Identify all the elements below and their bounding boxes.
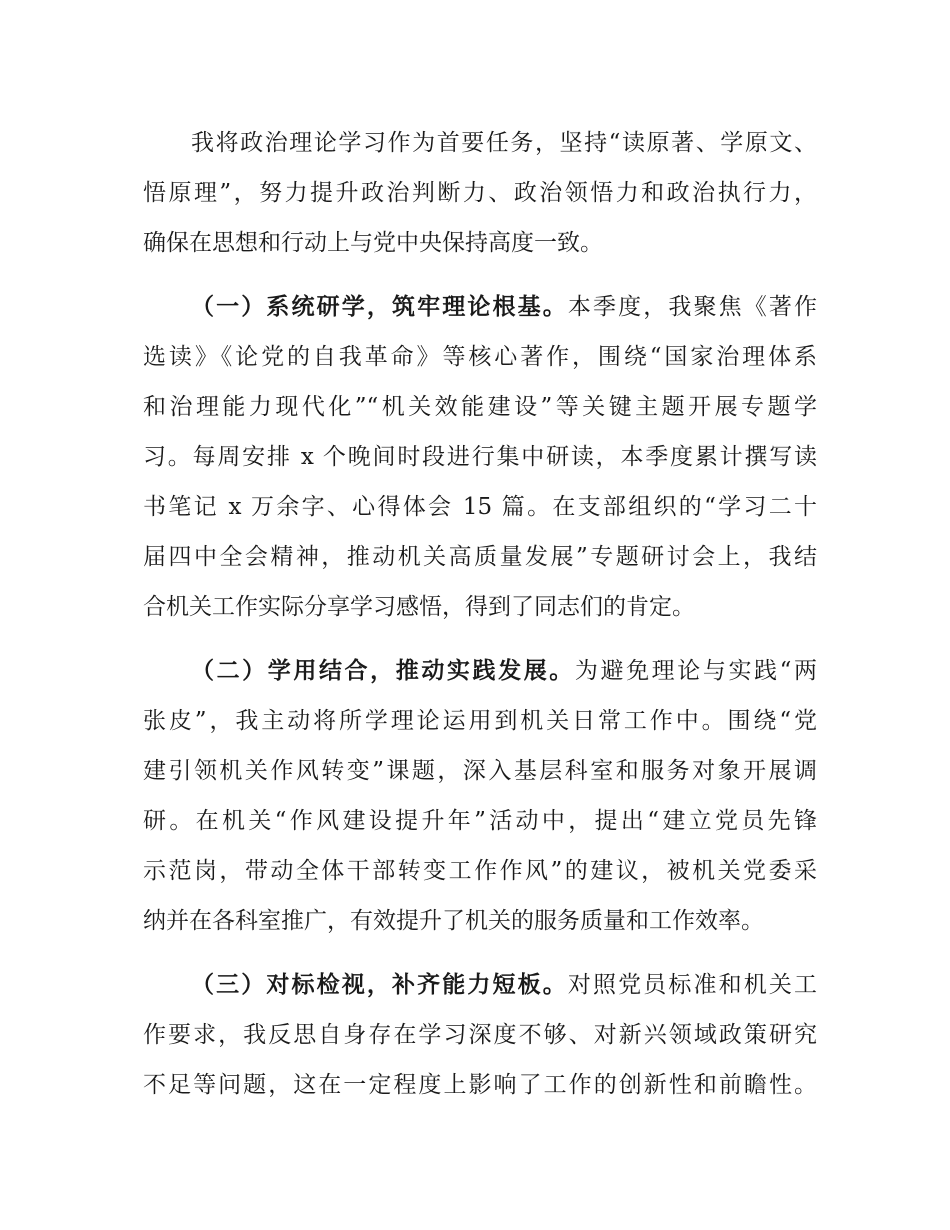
section-heading: （一）系统研学，筑牢理论根基。 bbox=[191, 294, 568, 320]
text-line bbox=[143, 968, 817, 1018]
text-line: 习。每周安排 x 个晚间时段进行集中研读，本季度累计撰写读 bbox=[143, 444, 817, 470]
text-line: 研。在机关“作风建设提升年”活动中，提出“建立党员先锋 bbox=[143, 808, 817, 834]
text-run: 为避免理论与实践“两 bbox=[574, 658, 818, 684]
section-3-paragraph bbox=[143, 968, 817, 1118]
section-heading: （二）学用结合，推动实践发展。 bbox=[191, 658, 575, 684]
text-line: 届四中全会精神，推动机关高质量发展”专题研讨会上，我结 bbox=[143, 544, 817, 570]
text-run: 对照党员标准和机关工 bbox=[567, 972, 817, 998]
text-line: 选读》《论党的自我革命》等核心著作，围绕“国家治理体系 bbox=[143, 344, 817, 370]
document-page bbox=[143, 126, 817, 1132]
text-line bbox=[143, 654, 817, 704]
section-1-paragraph bbox=[143, 290, 817, 640]
text-line: 和治理能力现代化”“机关效能建设”等关键主题开展专题学 bbox=[143, 394, 817, 420]
section-heading: （三）对标检视，补齐能力短板。 bbox=[191, 972, 568, 998]
text-line bbox=[143, 290, 817, 340]
text-line: 书笔记 x 万余字、心得体会 15 篇。在支部组织的“学习二十 bbox=[143, 494, 817, 520]
section-2-paragraph bbox=[143, 654, 817, 954]
text-line: 确保在思想和行动上与党中央保持高度一致。 bbox=[143, 230, 603, 256]
text-line: 示范岗，带动全体干部转变工作作风”的建议，被机关党委采 bbox=[143, 858, 817, 884]
text-line: 不足等问题，这在一定程度上影响了工作的创新性和前瞻性。 bbox=[143, 1072, 817, 1098]
intro-paragraph bbox=[143, 126, 817, 276]
text-line: 我将政治理论学习作为首要任务，坚持“读原著、学原文、 bbox=[191, 130, 817, 156]
text-run: 本季度，我聚焦《著作 bbox=[567, 294, 817, 320]
text-line: 纳并在各科室推广，有效提升了机关的服务质量和工作效率。 bbox=[143, 908, 764, 934]
text-line: 张皮”，我主动将所学理论运用到机关日常工作中。围绕“党 bbox=[143, 708, 817, 734]
text-line: 合机关工作实际分享学习感悟，得到了同志们的肯定。 bbox=[143, 594, 695, 620]
text-line: 作要求，我反思自身存在学习深度不够、对新兴领域政策研究 bbox=[143, 1022, 817, 1048]
text-line: 悟原理”，努力提升政治判断力、政治领悟力和政治执行力， bbox=[143, 180, 817, 206]
text-line: 建引领机关作风转变”课题，深入基层科室和服务对象开展调 bbox=[143, 758, 817, 784]
